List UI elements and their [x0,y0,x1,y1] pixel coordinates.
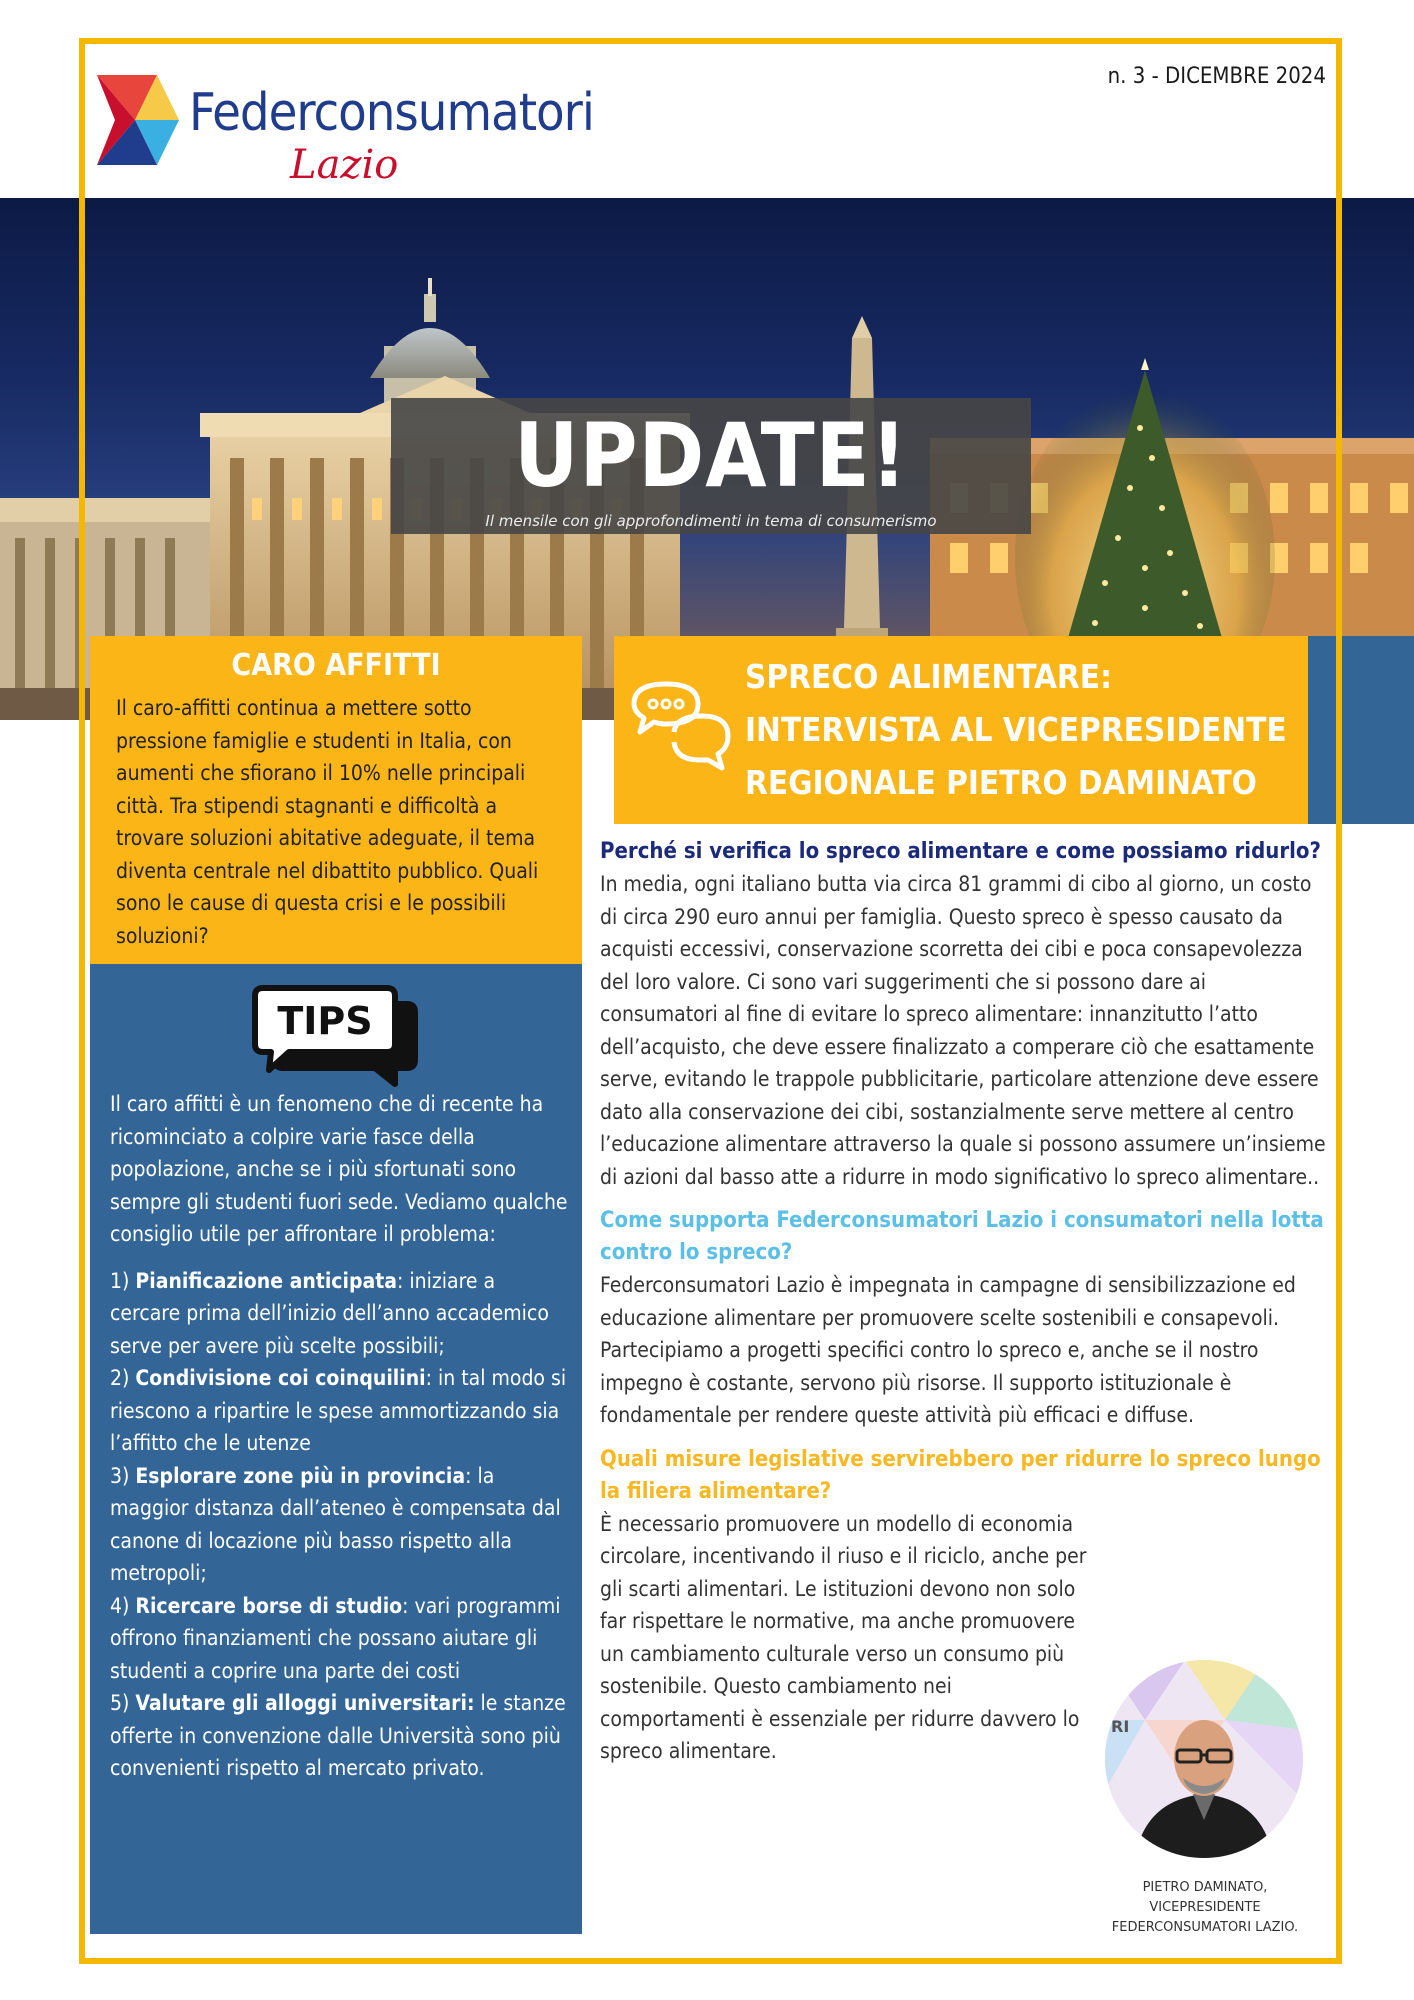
answer-1: In media, ogni italiano butta via circa 81 grammi di cibo al giorno, un costo di circa 290 euro annui per famiglia. Questo spreco è spesso causato da acquisti eccessivi, conservazione scorretta dei cibi e poca consapevolezza del loro valore. Ci sono vari suggerimenti che si possono dare ai consumatori al fine di evitare lo spreco alimentare: innanzitutto l’atto dell’acquisto, che deve essere finalizzato a comperare ciò che esattamente serve, evitando le trappole pubblicitarie, particolare attenzione deve essere dato alla conservazione dei cibi, sostanzialmente serve mettere al centro l’educazione alimentare attraverso la quale si possono assumere un’insieme di azioni dal basso atte a ridurre in modo significativo lo spreco alimentare.. [600,872,1326,1189]
logo-mark-icon [97,75,179,165]
answer-2: Federconsumatori Lazio è impegnata in campagne di sensibilizzazione ed educazione alimentare per promuovere scelte sostenibili e consapevoli. Partecipiamo a progetti specifici contro lo spreco e, anche se il nostro impegno è costante, servono più risorse. Il supporto istituzionale è fondamentale per rendere queste attività più efficaci e diffuse. [600,1273,1296,1427]
tips-badge-label: TIPS [277,999,373,1043]
tips-speech-bubble-icon [245,980,425,1088]
answer-3: È necessario promuovere un modello di economia circolare, incentivando il riuso e il riciclo, anche per gli scarti alimentari. Le istituzioni devono non solo far rispettare le normative, ma anche promuovere un cambiamento culturale verso un consumo più sostenibile. Questo cambiamento nei comportamenti è essenziale per ridurre davvero lo spreco alimentare. [600,1511,1087,1763]
tip-text: : vari programmi offrono finanziamenti che possano aiutare gli studenti a coprire una parte dei costi [110,1593,561,1683]
spreco-header-accent [1308,636,1414,824]
portrait-illustration [1105,1660,1303,1858]
newsletter-title-box [391,398,1031,534]
tip-title: Valutare gli alloggi universitari: [135,1691,475,1715]
tip-text: le stanze offerte in convenzione dalle Università sono più convenienti rispetto al mercato privato. [110,1691,566,1780]
tip-title: Pianificazione anticipata [135,1268,398,1293]
tip-item-3 [110,1460,570,1590]
tip-number: 2) [110,1366,130,1390]
tip-text: : la maggior distanza dall’ateneo è compensata dal canone di locazione più basso rispetto alla metropoli; [110,1463,561,1585]
issue-number: n. 3 - DICEMBRE 2024 [1107,64,1326,89]
caption-line-3: FEDERCONSUMATORI LAZIO. [1111,1920,1299,1935]
tips-body [110,1088,570,1785]
portrait-wall-label: RI [1111,1717,1130,1736]
spreco-title-line-3: REGIONALE PIETRO DAMINATO [745,763,1257,802]
tip-title: Esplorare zone più in provincia [135,1463,466,1488]
tip-title: Condivisione coi coinquilini [135,1366,426,1390]
logo-region: Lazio [290,142,399,188]
tip-number: 5) [110,1691,130,1715]
tip-item-4 [110,1590,570,1688]
tip-number: 4) [110,1593,130,1618]
question-1: Perché si verifica lo spreco alimentare e come possiamo ridurlo? [600,839,1321,864]
tip-text: : iniziare a cercare prima dell’inizio dell’anno accademico serve per avere più scelte possibili; [110,1268,549,1358]
caro-affitti-heading: CARO AFFITTI [231,648,441,683]
caption-line-2: VICEPRESIDENTE [1149,1900,1261,1915]
caro-affitti-text: Il caro-affitti continua a mettere sotto pressione famiglie e studenti in Italia, con aumenti che sfiorano il 10% nelle principali città. Tra stipendi stagnanti e difficoltà a trovare soluzioni abitative adeguate, il tema diventa centrale nel dibattito pubblico. Quali sono le cause di questa crisi e le possibili soluzioni? [116,696,539,948]
tip-text: : in tal modo si riescono a ripartire le spese ammortizzando sia l’affitto che le utenze [110,1366,567,1455]
spreco-title [745,650,1305,809]
tip-number: 1) [110,1268,130,1293]
federconsumatori-logo [97,73,594,198]
tips-intro: Il caro affitti è un fenomeno che di recente ha ricominciato a colpire varie fasce della popolazione, anche se i più sfortunati sono sempre gli studenti fuori sede. Vediamo qualche consiglio utile per affrontare il problema: [110,1092,568,1246]
logo-name: Federconsumatori [189,83,594,143]
spreco-header [614,636,1308,824]
spreco-title-line-2: INTERVISTA AL VICEPRESIDENTE [745,710,1287,749]
portrait-photo [1105,1660,1303,1858]
caption-line-1: PIETRO DAMINATO, [1142,1880,1268,1895]
spreco-title-line-1: SPRECO ALIMENTARE: [745,657,1112,696]
caro-affitti-section [90,636,582,964]
tip-number: 3) [110,1463,130,1488]
tip-item-2 [110,1362,570,1460]
tip-title: Ricercare borse di studio [135,1593,403,1618]
tip-item-1 [110,1265,570,1363]
portrait-caption [1085,1878,1325,1938]
interview-body [600,830,1328,1768]
question-2: Come supporta Federconsumatori Lazio i consumatori nella lotta contro lo spreco? [600,1208,1324,1265]
chat-bubbles-icon [620,670,740,790]
newsletter-title: UPDATE! [514,404,908,507]
newsletter-subtitle: Il mensile con gli approfondimenti in tema di consumerismo [485,512,937,530]
tip-item-5 [110,1687,570,1785]
tips-section [90,964,582,1934]
question-3: Quali misure legislative servirebbero per ridurre lo spreco lungo la filiera alimentare? [600,1446,1321,1504]
